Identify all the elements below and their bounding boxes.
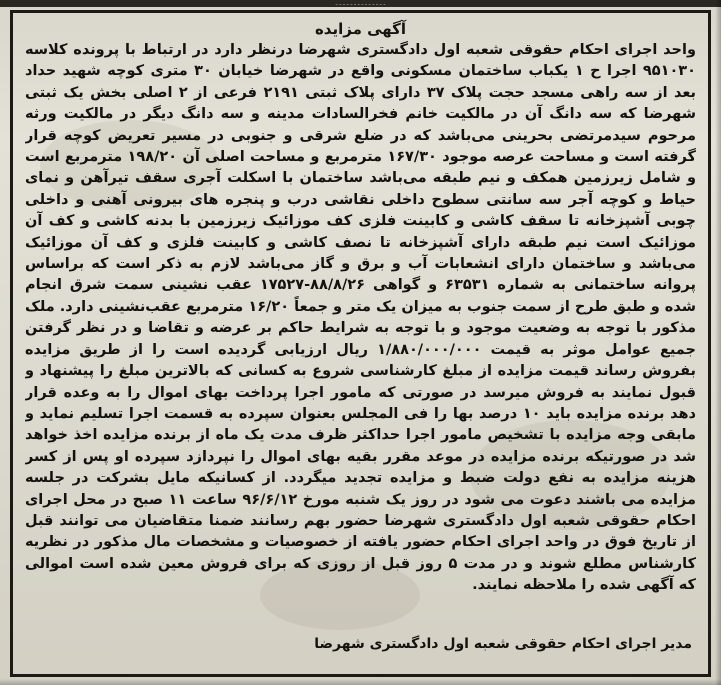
top-cropped-text: ـ ـ ـ ـ ـ ـ ـ ـ ـ ـ ـ ـ ـ ـ — [335, 0, 386, 7]
notice-body: واحد اجرای احکام حقوقی شعبه اول دادگستری شهرضا درنظر دارد در ارتباط با پرونده کلاسه ۹۵۱۰۳۰ اجرا ح ۱ یکباب ساختمان مسکونی واقع در شهرضا خیابان ۳۰ متری کوچه شهید حداد بعد از سه راهی مسجد حجت پلاک ۳۷ دارای پلاک ثبتی ۲۱۹۱ فرعی از ۲ اصلی بخش یک ثبتی شهرضا که سه دانگ آن در مالکیت خانم فخرالسادات مدینه و سه دانگ دیگر در مالکیت ورثه مرحوم سیدمرتضی بحرینی می‌باشد که در ضلع شرقی و جنوبی در مسیر تعریض کوچه قرار گرفته است و مساحت عرصه موجود ۱۶۷/۳۰ مترمربع و مساحت اصلی آن ۱۹۸/۲۰ مترمربع است و شامل زیرزمین همکف و نیم طبقه می‌باشد ساختمان با اسکلت آجری سقف تیرآهن و نمای حیاط و کوچه آجر سه سانتی سطوح داخلی نقاشی درب و پنجره های بیرونی آهنی و داخلی چوبی آشپزخانه تا سقف کاشی و کابینت فلزی کف موزائیک زیرزمین با بدنه کاشی و کف آن موزائیک است نیم طبقه دارای آشپزخانه تا نصف کاشی و کابینت فلزی و کف آن موزائیک می‌باشد و ساختمان دارای انشعابات آب و برق و گاز می‌باشد لازم به ذکر است که براساس پروانه ساختمانی به شماره ۶۳۵۳۱ و گواهی ۸۸/۸/۲۶-۱۷۵۲۷ عقب نشینی سمت شرق انجام شده و طبق طرح از سمت جنوب به میزان یک متر و جمعاً ۱۶/۲۰ مترمربع عقب‌نشینی دارد. ملک مذکور با توجه به وضعیت موجود و با توجه به شرایط حاکم بر عرضه و تقاضا و در نظر گرفتن جمیع عوامل موثر به قیمت ۱/۸۸۰/۰۰۰/۰۰۰ ریال ارزیابی گردیده است را از طریق مزایده بفروش رساند قیمت مزایده از مبلغ کارشناسی شروع به کسانی که بالاترین مبلغ را پیشنهاد و قبول نمایند به فروش میرسد در صورتی که مامور اجرا پرداخت بهای اموال را به وعده قرار دهد برنده مزایده باید ۱۰ درصد بها را فی المجلس بعنوان سپرده به قسمت اجرا تسلیم نماید و مابقی وجه مزایده با تشخیص مامور اجرا حداکثر ظرف مدت یک ماه از برنده مزایده اخذ خواهد شد در صورتیکه برنده مزایده در موعد مقرر بقیه بهای اموال را نپردازد سپرده او پس از کسر هزینه مزایده به نفع دولت ضبط و مزایده تجدید میگردد. از کسانیکه مایل بشرکت در جلسه مزایده می باشند دعوت می شود در روز یک شنبه مورخ ۹۶/۶/۱۲ ساعت ۱۱ صبح در محل اجرای احکام حقوقی شعبه اول دادگستری شهرضا حضور بهم رسانند ضمنا متقاضیان می توانند قبل از تاریخ فوق در واحد اجرای احکام حضور یافته از خصوصیات و مشخصات مال مذکور در نظریه کارشناس مطلع شوند و در مدت ۵ روز قبل از روزی که برای فروش معین شده است اموالی که آگهی شده را ملاحظه نمایند. — [25, 42, 696, 594]
right-edge-shadow — [715, 0, 721, 685]
notice-title: آگهی مزایده — [314, 20, 407, 38]
notice-signature: مدیر اجرای احکام حقوقی شعبه اول دادگستری شهرضا — [314, 636, 692, 652]
notice-frame — [10, 10, 711, 677]
bottom-edge-shadow — [0, 679, 721, 685]
